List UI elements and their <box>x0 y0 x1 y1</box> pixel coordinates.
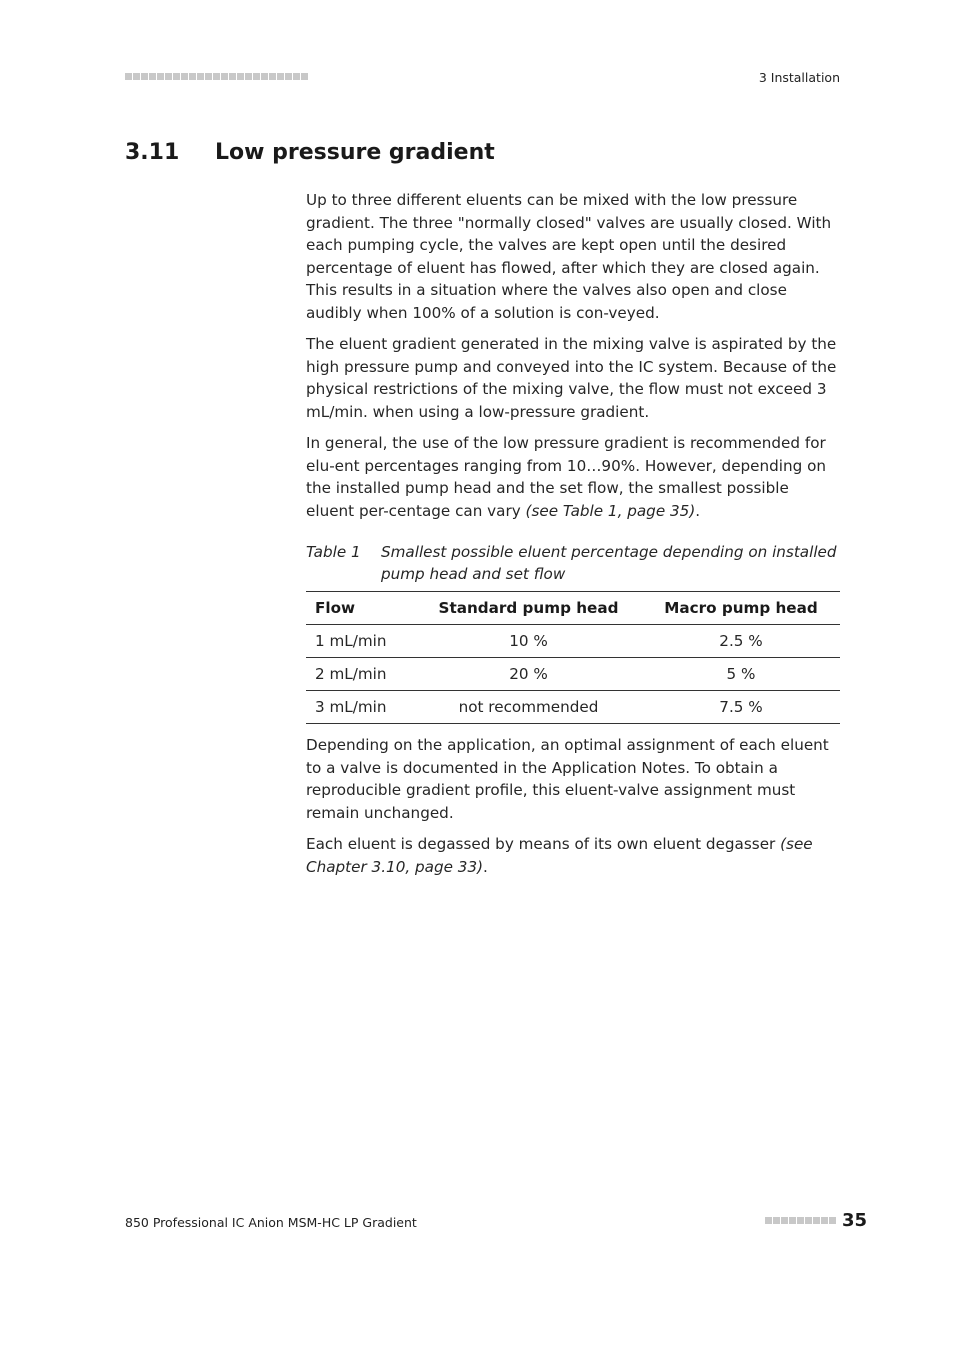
footer-decoration <box>765 1217 836 1224</box>
table-reference-link[interactable]: (see Table 1, page 35) <box>525 501 696 520</box>
paragraph-4: Depending on the application, an optimal assignment of each eluent to a valve is documented in the Application Notes. To obtain a reproducible gradient profile, this eluent-valve assignment must remain unchanged. <box>306 736 829 822</box>
running-header: 3 Installation <box>758 70 840 85</box>
header-flow: Flow <box>315 599 356 617</box>
paragraph-1: Up to three different eluents can be mixed with the low pressure gradient. The three "normally closed" valves are usually closed. With each pumping cycle, the valves are kept open until the desired percentage of eluent has flowed, after which they are closed again. This results in a situation where the valves also open and close audibly when 100% of a solution is con-veyed. <box>306 191 832 322</box>
table-caption-text: Smallest possible eluent percentage depending on installed pump head and set flow <box>381 543 837 583</box>
cell-macro: 7.5 % <box>719 698 763 716</box>
body-content <box>306 189 840 887</box>
table-row <box>306 658 840 691</box>
eluent-percentage-table <box>306 591 840 724</box>
table-caption-label: Table 1 <box>306 543 361 561</box>
section-number: 3.11 <box>125 140 180 165</box>
header-standard-pump-head: Standard pump head <box>438 599 619 617</box>
cell-macro: 5 % <box>726 665 756 683</box>
table-row <box>306 625 840 658</box>
footer-page <box>765 1210 867 1231</box>
cell-flow: 1 mL/min <box>315 632 387 650</box>
header-macro-pump-head: Macro pump head <box>664 599 818 617</box>
paragraph-2: The eluent gradient generated in the mixing valve is aspirated by the high pressure pump and conveyed into the IC system. Because of the physical restrictions of the mixing valve, the flow must not exceed 3 mL/min. when using a low-pressure gradient. <box>306 335 837 421</box>
cell-standard: 10 % <box>509 632 548 650</box>
cell-flow: 2 mL/min <box>315 665 387 683</box>
header-decoration <box>125 73 308 80</box>
table-row <box>306 691 840 724</box>
section-heading <box>125 140 495 165</box>
cell-standard: not recommended <box>458 698 599 716</box>
paragraph-5: Each eluent is degassed by means of its own eluent degasser (see Chapter 3.10, page 33). <box>306 835 813 876</box>
table-caption <box>306 541 840 585</box>
cell-flow: 3 mL/min <box>315 698 387 716</box>
cell-macro: 2.5 % <box>719 632 763 650</box>
page-number: 35 <box>841 1210 867 1231</box>
cell-standard: 20 % <box>509 665 548 683</box>
footer-product-name: 850 Professional IC Anion MSM-HC LP Gradient <box>125 1215 417 1230</box>
paragraph-3: In general, the use of the low pressure gradient is recommended for elu-ent percentages ranging from 10…90%. However, depending on the installed pump head and the set flow, the smallest possible eluent per-centage can vary (see Table 1, page 35). <box>306 434 827 520</box>
chapter-reference-link[interactable]: (see Chapter 3.10, page 33) <box>306 835 813 876</box>
table-header-row <box>306 592 840 625</box>
section-title: Low pressure gradient <box>215 140 495 165</box>
